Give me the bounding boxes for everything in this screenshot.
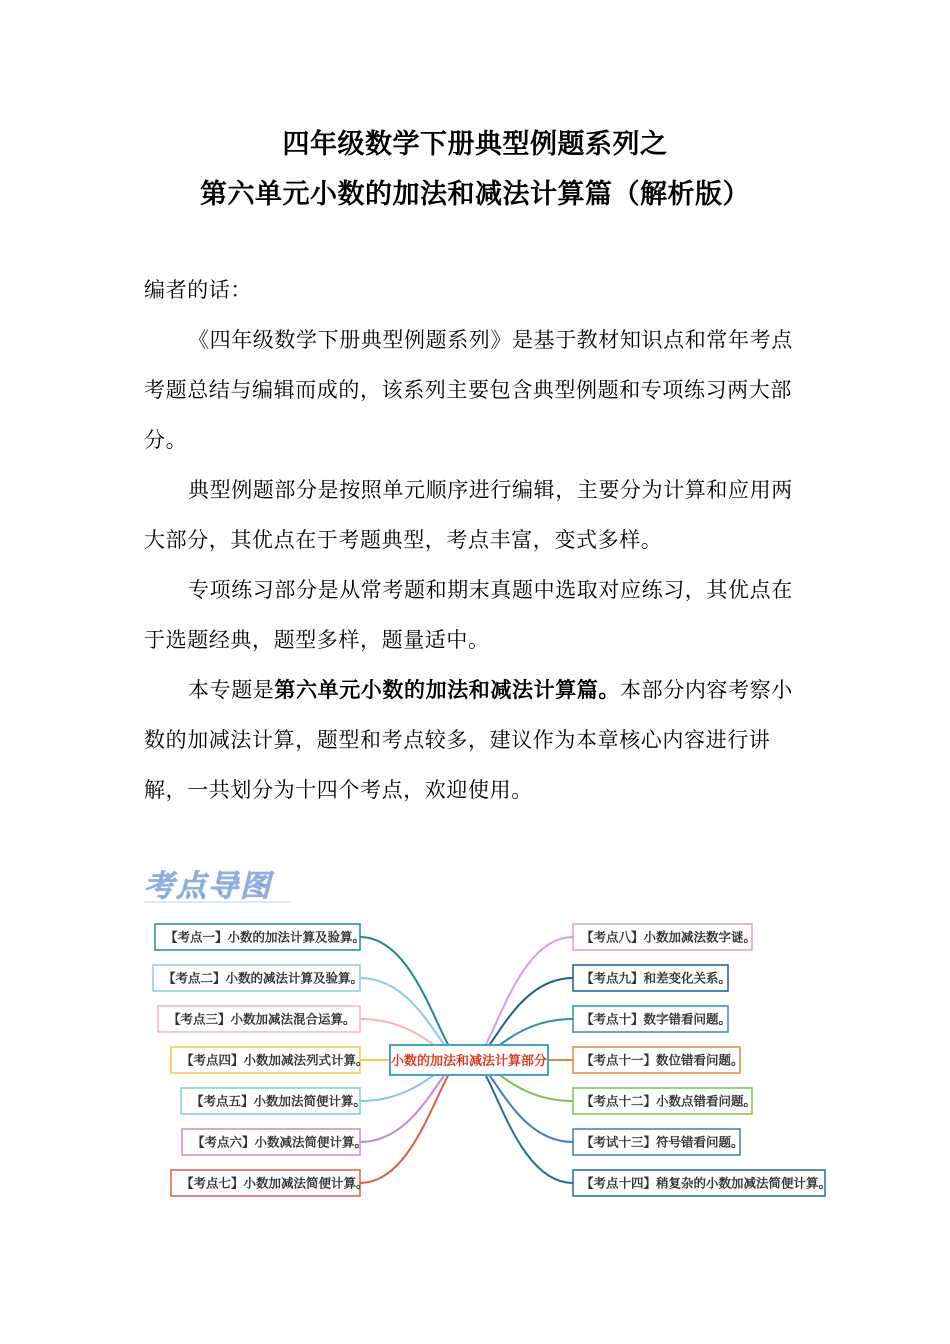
mind-map-node-label: 【考点十四】稍复杂的小数加减法简便计算。 [581, 1175, 832, 1191]
intro-paragraph-2-text: 典型例题部分是按照单元顺序进行编辑，主要分为计算和应用两大部分，其优点在于考题典型，考点丰富，变式多样。 [144, 478, 793, 552]
mind-map-title: 考点导图 [144, 869, 272, 904]
intro-paragraph-2 [144, 465, 804, 565]
intro-paragraph-1 [144, 315, 804, 465]
mind-map-node-label: 【考点七】小数加减法简便计算。 [181, 1175, 369, 1191]
mind-map-connector [360, 1060, 462, 1183]
mind-map-connector [472, 1060, 573, 1183]
mind-map-connector [472, 937, 573, 1060]
mind-map-node-label: 【考点十一】数位错看问题。 [581, 1052, 744, 1068]
mind-map-node-label: 【考点十二】小数点错看问题。 [581, 1093, 757, 1109]
intro-paragraph-4-prefix: 本专题是 [188, 678, 275, 702]
mind-map-node-label: 【考点一】小数的加法计算及验算。 [165, 929, 366, 945]
mind-map-center-label: 小数的加法和减法计算部分 [390, 1054, 548, 1069]
mind-map-node-label: 【考点三】小数加减法混合运算。 [168, 1011, 356, 1027]
page-title-line1: 四年级数学下册典型例题系列之 [282, 129, 668, 160]
intro-paragraph-4-bold: 第六单元小数的加法和减法计算篇。 [274, 678, 621, 702]
page-title-line2: 第六单元小数的加法和减法计算篇（解析版） [200, 179, 750, 210]
intro-paragraph-3 [144, 565, 804, 665]
intro-paragraph-4 [144, 665, 804, 815]
mind-map-node-label: 【考点二】小数的减法计算及验算。 [163, 970, 364, 986]
mind-map-node-label: 【考试十三】符号错看问题。 [581, 1134, 744, 1150]
intro-heading: 编者的话： [144, 278, 252, 302]
mind-map-node-label: 【考点四】小数加减法列式计算。 [181, 1052, 369, 1068]
mind-map-node-label: 【考点九】和差变化关系。 [581, 970, 732, 986]
mind-map-node-label: 【考点十】数字错看问题。 [581, 1011, 732, 1027]
mind-map-node-label: 【考点六】小数减法简便计算。 [192, 1134, 368, 1150]
mind-map-connector [360, 937, 462, 1060]
mind-map [140, 862, 840, 1212]
intro-paragraph-4-suffix: 本部分内容考察小数的加减法计算，题型和考点较多，建议作为本章核心内容进行讲解，一共划分为十四个考点，欢迎使用。 [144, 678, 793, 802]
intro-paragraph-3-text: 专项练习部分是从常考题和期末真题中选取对应练习，其优点在于选题经典，题型多样，题量适中。 [144, 578, 793, 652]
intro-paragraph-1-text: 《四年级数学下册典型例题系列》是基于教材知识点和常年考点考题总结与编辑而成的，该系列主要包含典型例题和专项练习两大部分。 [144, 328, 793, 452]
mind-map-node-label: 【考点五】小数加法简便计算。 [191, 1093, 367, 1109]
mind-map-node-label: 【考点八】小数加减法数字谜。 [581, 929, 757, 945]
